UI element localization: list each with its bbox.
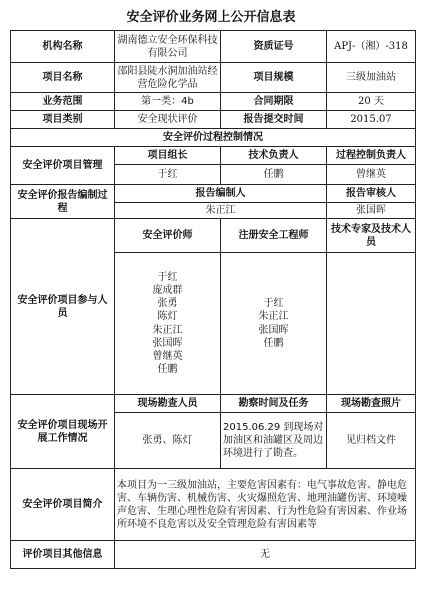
scale-value: 三级加油站 <box>327 63 416 93</box>
scope-value: 第一类：4b <box>115 93 221 111</box>
page-title: 安全评价业务网上公开信息表 <box>126 10 296 25</box>
mgmt-value-tech: 任鹏 <box>221 165 327 185</box>
survey-header-task: 勘察时间及任务 <box>221 395 327 413</box>
survey-header-staff: 现场勘查人员 <box>115 395 221 413</box>
category-label: 项目类别 <box>11 111 115 129</box>
evaluator-name: 任鹏 <box>157 364 178 376</box>
report-label: 安全评价报告编制过程 <box>11 185 115 219</box>
participants-header-evaluator: 安全评价师 <box>115 219 221 253</box>
report-value-reviewer: 张国晖 <box>327 203 416 219</box>
cert-value: APJ-（湘）-318 <box>327 31 416 63</box>
engineer-name: 张国晖 <box>258 324 289 336</box>
org-value: 湖南德立安全环保科技有限公司 <box>115 31 221 63</box>
cert-label: 资质证号 <box>221 31 327 63</box>
evaluator-name: 朱正江 <box>152 324 183 336</box>
mgmt-header-leader: 项目组长 <box>115 147 221 165</box>
intro-label: 安全评价项目简介 <box>11 469 115 541</box>
evaluator-list <box>115 253 221 395</box>
survey-task: 2015.06.29 到现场对加油区和油罐区及周边环境进行了勘查。 <box>221 413 327 469</box>
survey-label: 安全评价项目现场开展工作情况 <box>11 395 115 469</box>
participants-header-engineer: 注册安全工程师 <box>221 219 327 253</box>
project-value: 邵阳县陡水洞加油站经营危险化学品 <box>115 63 221 93</box>
report-header-author: 报告编制人 <box>115 185 327 203</box>
org-label: 机构名称 <box>11 31 115 63</box>
expert-list <box>327 253 416 395</box>
survey-header-photo: 现场勘查照片 <box>327 395 416 413</box>
category-value: 安全现状评价 <box>115 111 221 129</box>
survey-staff: 张勇、陈灯 <box>115 413 221 469</box>
report-time-value: 2015.07 <box>327 111 416 129</box>
evaluator-name: 张勇 <box>157 298 178 310</box>
report-header-reviewer: 报告审核人 <box>327 185 416 203</box>
participants-label: 安全评价项目参与人员 <box>11 219 115 395</box>
evaluator-name: 庞成群 <box>152 284 183 296</box>
engineer-name: 于红 <box>263 298 284 310</box>
info-table <box>10 30 416 569</box>
contract-label: 合同期限 <box>221 93 327 111</box>
process-section-title: 安全评价过程控制情况 <box>11 129 416 147</box>
intro-text: 本项目为一三级加油站，主要危害因素有：电气事故危害、静电危害、车辆伤害、机械伤害、火灾爆照危害、地理油罐伤害、环境噪声危害、生理心理性危险有害因素、行为性危险有害因素、作业场所环境不良危害以及安全管理危险有害因素等 <box>115 469 416 541</box>
mgmt-value-leader: 于红 <box>115 165 221 185</box>
contract-value: 20 天 <box>327 93 416 111</box>
mgmt-label: 安全评价项目管理 <box>11 147 115 185</box>
evaluator-name: 于红 <box>157 271 178 283</box>
other-label: 评价项目其他信息 <box>11 541 115 569</box>
engineer-name: 朱正江 <box>258 311 289 323</box>
evaluator-name: 陈灯 <box>157 311 178 323</box>
project-label: 项目名称 <box>11 63 115 93</box>
other-value: 无 <box>115 541 416 569</box>
mgmt-header-tech: 技术负责人 <box>221 147 327 165</box>
mgmt-header-control: 过程控制负责人 <box>327 147 416 165</box>
engineer-list <box>221 253 327 395</box>
engineer-name: 任鹏 <box>263 337 284 349</box>
participants-header-expert: 技术专家及技术人员 <box>327 219 416 253</box>
evaluator-name: 张国晖 <box>152 337 183 349</box>
mgmt-value-control: 曾继英 <box>327 165 416 185</box>
survey-photo: 见归档文件 <box>327 413 416 469</box>
scope-label: 业务范围 <box>11 93 115 111</box>
evaluator-name: 曾继英 <box>152 350 183 362</box>
report-value-author: 朱正江 <box>115 203 327 219</box>
report-time-label: 报告提交时间 <box>221 111 327 129</box>
scale-label: 项目规模 <box>221 63 327 93</box>
